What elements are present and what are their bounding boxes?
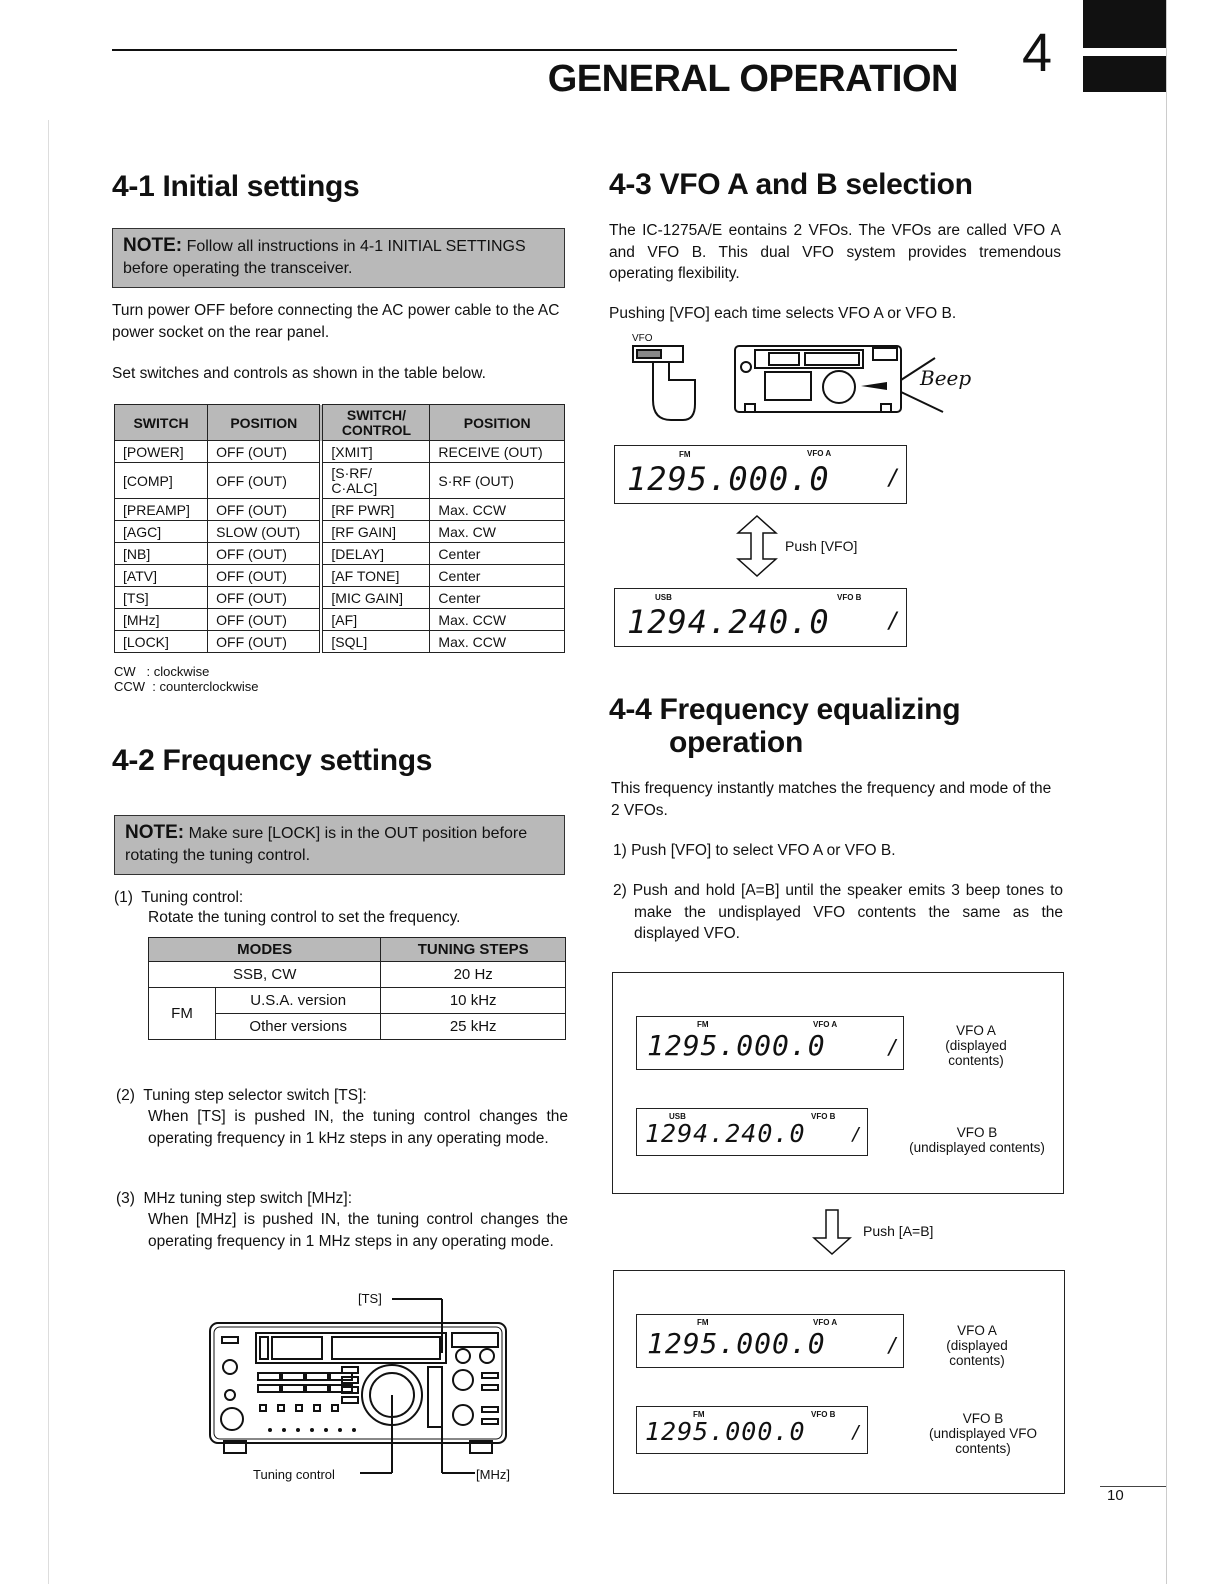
table-cell: [COMP] — [115, 463, 208, 499]
page-title: GENERAL OPERATION — [547, 58, 958, 100]
after-box — [613, 1270, 1065, 1494]
lcd-marker: / — [887, 1035, 900, 1059]
caption — [918, 1411, 1048, 1456]
lcd-mode: FM — [697, 1020, 709, 1029]
lcd-vfo-indicator: VFO B — [837, 593, 862, 602]
arrow-down-icon — [810, 1208, 854, 1256]
note-box — [112, 228, 565, 288]
caption-line: VFO A — [956, 1023, 996, 1038]
note-label: NOTE: — [123, 235, 183, 256]
lcd-vfo-indicator: VFO A — [807, 449, 832, 458]
table-header: TUNING STEPS — [381, 938, 566, 962]
table-cell: SSB, CW — [149, 962, 381, 988]
step-2: 2) Push and hold [A=B] until the speaker emits 3 beep tones to make the undisplayed VFO contents the same as the displayed VFO. — [613, 882, 1063, 942]
table-cell: [AF] — [321, 609, 430, 631]
footer-rule — [1100, 1486, 1166, 1487]
lcd-mode: USB — [669, 1112, 686, 1121]
table-cell: OFF (OUT) — [208, 609, 322, 631]
table-cell: Center — [430, 587, 565, 609]
lcd-display-vfo-a — [614, 445, 907, 504]
table-cell: [S·RF/ C·ALC] — [321, 463, 430, 499]
beep-label: Beep — [920, 366, 972, 390]
chapter-tab-bar — [1083, 0, 1167, 48]
lcd-display-vfo-a — [636, 1016, 904, 1070]
lcd-mode: FM — [697, 1318, 709, 1327]
item-text: When [MHz] is pushed IN, the tuning control changes the operating frequency in 1 MHz steps in any operating mode. — [148, 1211, 568, 1250]
lcd-frequency: 1294.240.0 — [627, 603, 830, 641]
table-cell: [DELAY] — [321, 543, 430, 565]
table-cell: Center — [430, 565, 565, 587]
table-cell: Center — [430, 543, 565, 565]
item-title: (1) Tuning control: — [114, 889, 244, 906]
note-box — [114, 815, 565, 875]
before-box — [612, 972, 1064, 1194]
table-cell: [PREAMP] — [115, 499, 208, 521]
label-ts: [TS] — [358, 1291, 382, 1306]
table-cell: S·RF (OUT) — [430, 463, 565, 499]
table-cell: [POWER] — [115, 441, 208, 463]
table-cell: OFF (OUT) — [208, 463, 322, 499]
table-cell: [RF PWR] — [321, 499, 430, 521]
push-ab-label: Push [A=B] — [863, 1223, 934, 1239]
paragraph: The IC-1275A/E eontains 2 VFOs. The VFOs are called VFO A and VFO B. This dual VFO system provides tremendous operating flexibility. — [609, 222, 1061, 282]
item-title: (3) MHz tuning step switch [MHz]: — [116, 1190, 353, 1207]
table-cell: Max. CCW — [430, 609, 565, 631]
table-cell: RECEIVE (OUT) — [430, 441, 565, 463]
table-header: SWITCH/ CONTROL — [321, 405, 430, 441]
header-rule — [112, 49, 957, 51]
table-cell: [MHz] — [115, 609, 208, 631]
item-title: (2) Tuning step selector switch [TS]: — [116, 1087, 367, 1104]
lcd-marker: / — [887, 609, 901, 634]
table-cell: [NB] — [115, 543, 208, 565]
table-cell: OFF (OUT) — [208, 565, 322, 587]
lcd-display-vfo-b — [614, 588, 907, 647]
note-text: Follow all instructions in 4-1 INITIAL SETTINGS before operating the transceiver. — [123, 238, 526, 277]
table-header: POSITION — [208, 405, 322, 441]
caption-line: (undisplayed contents) — [909, 1140, 1045, 1155]
transceiver-front-illustration — [200, 1295, 520, 1485]
section-heading-4-3: 4-3 VFO A and B selection — [609, 168, 973, 201]
lcd-vfo-indicator: VFO A — [813, 1020, 838, 1029]
item-text: Rotate the tuning control to set the frequency. — [148, 909, 461, 926]
table-cell: U.S.A. version — [216, 988, 381, 1014]
table-header: MODES — [149, 938, 381, 962]
table-cell: Max. CW — [430, 521, 565, 543]
item-text: When [TS] is pushed IN, the tuning control changes the operating frequency in 1 kHz steps in any operating mode. — [148, 1108, 568, 1147]
table-cell: [XMIT] — [321, 441, 430, 463]
lcd-vfo-indicator: VFO B — [811, 1112, 836, 1121]
caption — [897, 1125, 1057, 1155]
lcd-mode: FM — [693, 1410, 705, 1419]
lcd-vfo-indicator: VFO B — [811, 1410, 836, 1419]
table-cell: 25 kHz — [381, 1014, 566, 1040]
section-heading-4-4: 4-4 Frequency equalizing — [609, 693, 961, 726]
lcd-marker: / — [851, 1124, 862, 1145]
table-cell: OFF (OUT) — [208, 587, 322, 609]
lcd-display-vfo-b — [636, 1406, 868, 1454]
table-cell: [ATV] — [115, 565, 208, 587]
table-header: POSITION — [430, 405, 565, 441]
table-cell: OFF (OUT) — [208, 499, 322, 521]
lcd-display-vfo-a — [636, 1314, 904, 1368]
lcd-marker: / — [851, 1422, 862, 1443]
note-label: NOTE: — [125, 822, 185, 843]
caption-line: VFO B — [962, 1411, 1004, 1426]
table-cell: 10 kHz — [381, 988, 566, 1014]
label-mhz: [MHz] — [476, 1467, 510, 1482]
table-cell: [AF TONE] — [321, 565, 430, 587]
push-vfo-label: Push [VFO] — [785, 538, 858, 554]
table-cell: FM — [149, 988, 216, 1040]
section-heading-4-4-cont: operation — [669, 726, 803, 759]
table-cell: [LOCK] — [115, 631, 208, 653]
arrow-up-down-icon — [733, 513, 781, 579]
lcd-mode: USB — [655, 593, 672, 602]
step-1: 1) Push [VFO] to select VFO A or VFO B. — [613, 842, 896, 859]
table-cell: [TS] — [115, 587, 208, 609]
caption — [931, 1023, 1021, 1068]
caption-line: (displayed — [945, 1038, 1007, 1053]
note-text: Make sure [LOCK] is in the OUT position before rotating the tuning control. — [125, 825, 528, 864]
chapter-number: 4 — [1022, 23, 1053, 83]
table-cell: [AGC] — [115, 521, 208, 543]
lcd-vfo-indicator: VFO A — [813, 1318, 838, 1327]
table-cell: 20 Hz — [381, 962, 566, 988]
lcd-frequency: 1294.240.0 — [645, 1119, 806, 1148]
table-cell: Max. CCW — [430, 499, 565, 521]
paragraph: Pushing [VFO] each time selects VFO A or VFO B. — [609, 305, 957, 322]
paragraph: This frequency instantly matches the frequency and mode of the 2 VFOs. — [611, 780, 1052, 819]
caption-line: contents) — [955, 1441, 1011, 1456]
caption-line: (displayed — [946, 1338, 1008, 1353]
chapter-tab-bar — [1083, 56, 1167, 92]
legend-ccw: CCW : counterclockwise — [114, 679, 259, 694]
page-edge — [1166, 0, 1167, 1584]
legend-cw: CW : clockwise — [114, 664, 210, 679]
caption-line: contents) — [949, 1353, 1005, 1368]
label-tuning-control: Tuning control — [253, 1467, 335, 1482]
lcd-frequency: 1295.000.0 — [647, 1327, 826, 1360]
table-cell: SLOW (OUT) — [208, 521, 322, 543]
paragraph: Turn power OFF before connecting the AC power cable to the AC power socket on the rear panel. — [112, 302, 560, 341]
page-number: 10 — [1107, 1487, 1124, 1504]
caption-line: VFO B — [956, 1125, 998, 1140]
caption-line: (undisplayed VFO — [928, 1426, 1038, 1441]
paragraph: Set switches and controls as shown in the table below. — [112, 365, 486, 382]
table-header: SWITCH — [115, 405, 208, 441]
table-cell: OFF (OUT) — [208, 543, 322, 565]
lcd-frequency: 1295.000.0 — [627, 460, 830, 498]
lcd-frequency: 1295.000.0 — [647, 1029, 826, 1062]
lcd-display-vfo-b — [636, 1108, 868, 1156]
caption-line: contents) — [948, 1053, 1004, 1068]
lcd-marker: / — [887, 1333, 900, 1357]
lcd-frequency: 1295.000.0 — [645, 1417, 806, 1446]
table-cell: [MIC GAIN] — [321, 587, 430, 609]
table-cell: Other versions — [216, 1014, 381, 1040]
caption-line: VFO A — [957, 1323, 997, 1338]
table-cell: OFF (OUT) — [208, 631, 322, 653]
section-heading-4-2: 4-2 Frequency settings — [112, 744, 433, 777]
table-cell: [SQL] — [321, 631, 430, 653]
initial-settings-table — [114, 404, 565, 653]
caption — [932, 1323, 1022, 1368]
table-cell: [RF GAIN] — [321, 521, 430, 543]
section-heading-4-1: 4-1 Initial settings — [112, 170, 360, 203]
lcd-mode: FM — [679, 450, 691, 459]
tuning-steps-table — [148, 937, 566, 1040]
page-edge — [48, 120, 49, 1584]
table-cell: Max. CCW — [430, 631, 565, 653]
label-vfo-button: VFO — [632, 333, 653, 344]
lcd-marker: / — [887, 466, 901, 491]
table-cell: OFF (OUT) — [208, 441, 322, 463]
